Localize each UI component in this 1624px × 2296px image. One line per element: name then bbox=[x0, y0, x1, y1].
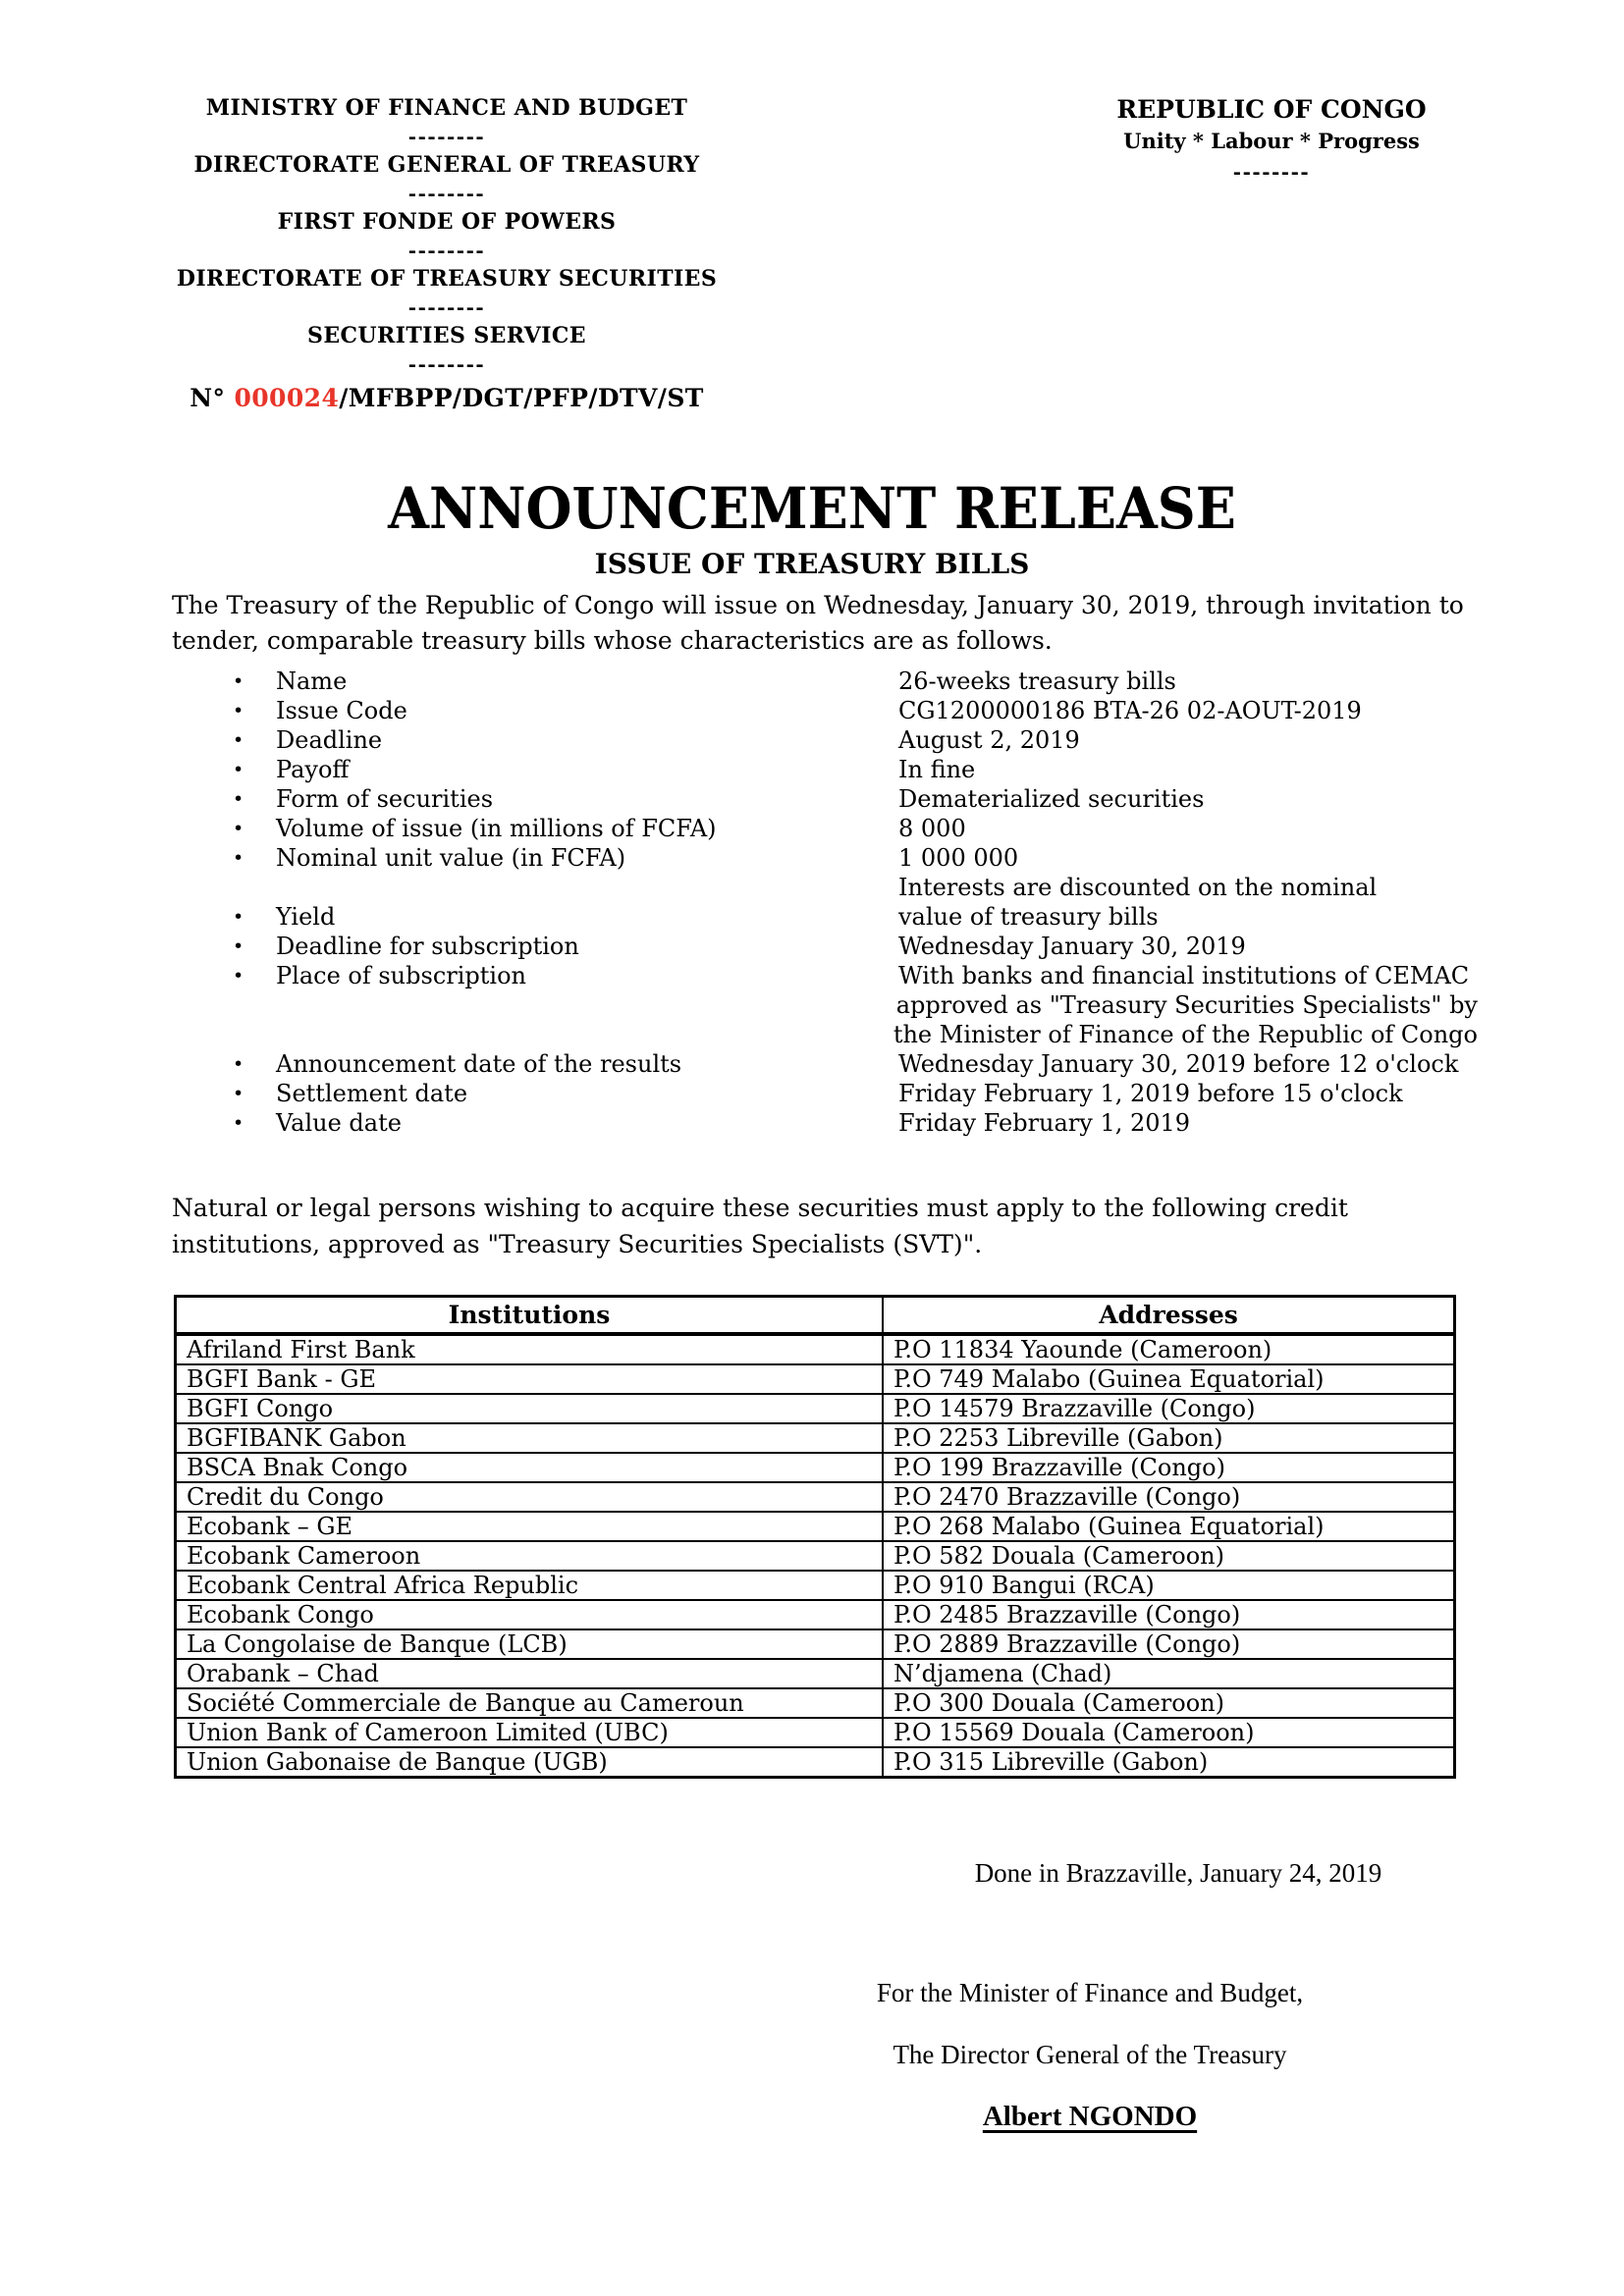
signature-name: Albert NGONDO bbox=[982, 2101, 1198, 2132]
intro-paragraph: The Treasury of the Republic of Congo will issue on Wednesday, January 30, 2019, through invitation to tender, comparable treasury bills whose characteristics are as follows. bbox=[172, 591, 1464, 655]
address-cell: P.O 14579 Brazzaville (Congo) bbox=[883, 1394, 1454, 1423]
table-row bbox=[176, 1364, 1455, 1394]
characteristic-value: CG1200000186 BTA-26 02-AOUT-2019 bbox=[898, 697, 1362, 724]
characteristic-label bbox=[276, 1020, 893, 1049]
institution-cell: BGFI Congo bbox=[176, 1394, 884, 1423]
letterhead-line: FIRST FONDE OF POWERS bbox=[277, 209, 617, 235]
address-cell: P.O 2485 Brazzaville (Congo) bbox=[883, 1600, 1454, 1629]
address-cell: N’djamena (Chad) bbox=[883, 1659, 1454, 1688]
table-row bbox=[176, 1747, 1455, 1778]
characteristic-row bbox=[172, 932, 1478, 961]
letterhead-line: MINISTRY OF FINANCE AND BUDGET bbox=[205, 95, 688, 121]
institution-cell: Ecobank – GE bbox=[176, 1512, 884, 1541]
characteristic-value: Dematerialized securities bbox=[898, 785, 1205, 813]
table-row bbox=[176, 1482, 1455, 1512]
table-row bbox=[176, 1718, 1455, 1747]
reference-prefix: N° bbox=[189, 384, 235, 412]
table-row bbox=[176, 1512, 1455, 1541]
divider-dashes: -------- bbox=[407, 182, 486, 205]
characteristic-row bbox=[172, 725, 1478, 755]
bullet-icon: • bbox=[233, 729, 244, 751]
characteristic-row bbox=[172, 784, 1478, 814]
characteristic-row bbox=[172, 667, 1478, 696]
characteristic-value: Wednesday January 30, 2019 bbox=[898, 933, 1246, 960]
table-row bbox=[176, 1334, 1455, 1364]
characteristic-row bbox=[172, 1079, 1478, 1108]
characteristic-row bbox=[172, 1049, 1478, 1079]
characteristic-value: value of treasury bills bbox=[898, 903, 1159, 931]
institution-cell: Credit du Congo bbox=[176, 1482, 884, 1512]
institution-cell: La Congolaise de Banque (LCB) bbox=[176, 1629, 884, 1659]
letterhead-left bbox=[155, 94, 738, 412]
address-cell: P.O 199 Brazzaville (Congo) bbox=[883, 1453, 1454, 1482]
address-cell: P.O 2470 Brazzaville (Congo) bbox=[883, 1482, 1454, 1512]
institution-cell: Société Commerciale de Banque au Cameroun bbox=[176, 1688, 884, 1718]
characteristic-label: Announcement date of the results bbox=[276, 1050, 682, 1078]
institution-cell: Ecobank Cameroon bbox=[176, 1541, 884, 1571]
reference-number: 000024 bbox=[234, 384, 340, 412]
reference-suffix: /MFBPP/DGT/PFP/DTV/ST bbox=[339, 384, 704, 412]
characteristic-label: Issue Code bbox=[276, 697, 407, 724]
address-cell: P.O 2253 Libreville (Gabon) bbox=[883, 1423, 1454, 1453]
address-cell: P.O 2889 Brazzaville (Congo) bbox=[883, 1629, 1454, 1659]
institutions-table bbox=[174, 1295, 1456, 1779]
table-row bbox=[176, 1453, 1455, 1482]
characteristic-row bbox=[172, 843, 1478, 873]
divider-dashes: -------- bbox=[1232, 160, 1311, 184]
characteristic-row bbox=[172, 902, 1478, 932]
characteristic-label: Yield bbox=[276, 903, 336, 931]
address-cell: P.O 300 Douala (Cameroon) bbox=[883, 1688, 1454, 1718]
letterhead-left-lines bbox=[155, 94, 738, 379]
address-cell: P.O 15569 Douala (Cameroon) bbox=[883, 1718, 1454, 1747]
table-header-row bbox=[176, 1297, 1455, 1334]
bullet-icon: • bbox=[233, 1083, 244, 1104]
address-cell: P.O 315 Libreville (Gabon) bbox=[883, 1747, 1454, 1778]
signature-name-wrap bbox=[795, 2101, 1384, 2133]
column-header-institutions: Institutions bbox=[176, 1297, 884, 1334]
institution-cell: BSCA Bnak Congo bbox=[176, 1453, 884, 1482]
characteristic-label: Form of securities bbox=[276, 785, 494, 813]
document-title: ANNOUNCEMENT RELEASE bbox=[388, 475, 1236, 542]
characteristic-label: Place of subscription bbox=[276, 962, 526, 989]
letterhead-line: SECURITIES SERVICE bbox=[307, 323, 586, 348]
characteristic-label bbox=[276, 873, 898, 902]
institution-cell: BGFIBANK Gabon bbox=[176, 1423, 884, 1453]
divider-dashes: -------- bbox=[407, 352, 486, 376]
characteristic-label: Payoff bbox=[276, 756, 350, 783]
characteristic-row bbox=[172, 961, 1478, 990]
characteristics-list bbox=[172, 667, 1478, 1138]
address-cell: P.O 268 Malabo (Guinea Equatorial) bbox=[883, 1512, 1454, 1541]
institution-cell: BGFI Bank - GE bbox=[176, 1364, 884, 1394]
bullet-icon: • bbox=[233, 788, 244, 810]
letterhead-line: DIRECTORATE OF TREASURY SECURITIES bbox=[176, 266, 718, 292]
table-row bbox=[176, 1688, 1455, 1718]
characteristic-row bbox=[172, 1108, 1478, 1138]
address-cell: P.O 910 Bangui (RCA) bbox=[883, 1571, 1454, 1600]
characteristic-value: Friday February 1, 2019 before 15 o'clock bbox=[898, 1080, 1403, 1107]
table-row bbox=[176, 1423, 1455, 1453]
bullet-icon: • bbox=[233, 935, 244, 957]
table-row bbox=[176, 1394, 1455, 1423]
national-motto: Unity * Labour * Progress bbox=[1123, 129, 1420, 153]
characteristic-label: Deadline bbox=[276, 726, 383, 754]
characteristic-value: 1 000 000 bbox=[898, 844, 1019, 872]
institution-cell: Ecobank Central Africa Republic bbox=[176, 1571, 884, 1600]
characteristic-label: Deadline for subscription bbox=[276, 933, 579, 960]
table-row bbox=[176, 1541, 1455, 1571]
characteristic-row bbox=[172, 873, 1478, 902]
institution-cell: Union Bank of Cameroon Limited (UBC) bbox=[176, 1718, 884, 1747]
signature-role-line1: For the Minister of Finance and Budget, bbox=[876, 1978, 1304, 2007]
bullet-icon: • bbox=[233, 1053, 244, 1075]
bullet-icon: • bbox=[233, 847, 244, 869]
bullet-icon: • bbox=[233, 965, 244, 987]
characteristic-label: Settlement date bbox=[276, 1080, 468, 1107]
institution-cell: Orabank – Chad bbox=[176, 1659, 884, 1688]
signature-role-line2: The Director General of the Treasury bbox=[893, 2040, 1287, 2069]
signature-block bbox=[795, 1978, 1384, 2133]
characteristic-value: Interests are discounted on the nominal bbox=[898, 874, 1378, 901]
divider-dashes: -------- bbox=[407, 239, 486, 262]
characteristic-value: With banks and financial institutions of CEMAC bbox=[898, 962, 1470, 989]
characteristic-label: Nominal unit value (in FCFA) bbox=[276, 844, 626, 872]
apply-note-paragraph: Natural or legal persons wishing to acquire these securities must apply to the following credit institutions, approved as "Treasury Securities Specialists (SVT)". bbox=[172, 1194, 1348, 1258]
table-row bbox=[176, 1600, 1455, 1629]
characteristic-value: Wednesday January 30, 2019 before 12 o'clock bbox=[898, 1050, 1459, 1078]
institution-cell: Ecobank Congo bbox=[176, 1600, 884, 1629]
characteristic-label bbox=[276, 990, 896, 1020]
institution-cell: Afriland First Bank bbox=[176, 1334, 884, 1364]
done-line: Done in Brazzaville, January 24, 2019 bbox=[974, 1858, 1382, 1888]
characteristic-value: approved as "Treasury Securities Specialists" by bbox=[895, 991, 1478, 1019]
characteristic-row bbox=[172, 814, 1478, 843]
divider-dashes: -------- bbox=[407, 295, 486, 319]
characteristic-value: August 2, 2019 bbox=[898, 726, 1080, 754]
address-cell: P.O 749 Malabo (Guinea Equatorial) bbox=[883, 1364, 1454, 1394]
characteristic-value: 26-weeks treasury bills bbox=[898, 667, 1176, 695]
letterhead-right bbox=[1075, 94, 1468, 187]
bullet-icon: • bbox=[233, 1112, 244, 1134]
bullet-icon: • bbox=[233, 670, 244, 692]
address-cell: P.O 11834 Yaounde (Cameroon) bbox=[883, 1334, 1454, 1364]
table-row bbox=[176, 1659, 1455, 1688]
characteristic-row bbox=[172, 1020, 1478, 1049]
characteristic-row bbox=[172, 755, 1478, 784]
bullet-icon: • bbox=[233, 759, 244, 780]
characteristic-row bbox=[172, 696, 1478, 725]
institution-cell: Union Gabonaise de Banque (UGB) bbox=[176, 1747, 884, 1778]
table-row bbox=[176, 1629, 1455, 1659]
characteristic-label: Volume of issue (in millions of FCFA) bbox=[276, 815, 717, 842]
country-name: REPUBLIC OF CONGO bbox=[1116, 95, 1427, 124]
characteristic-value: In fine bbox=[898, 756, 976, 783]
address-cell: P.O 582 Douala (Cameroon) bbox=[883, 1541, 1454, 1571]
characteristic-value: the Minister of Finance of the Republic of Congo bbox=[893, 1021, 1478, 1048]
bullet-icon: • bbox=[233, 700, 244, 721]
table-row bbox=[176, 1571, 1455, 1600]
characteristic-label: Value date bbox=[276, 1109, 402, 1137]
characteristic-value: 8 000 bbox=[898, 815, 966, 842]
letterhead-line: DIRECTORATE GENERAL OF TREASURY bbox=[193, 152, 700, 178]
bullet-icon: • bbox=[233, 906, 244, 928]
divider-dashes: -------- bbox=[407, 125, 486, 148]
reference-number-line bbox=[155, 384, 738, 412]
column-header-addresses: Addresses bbox=[883, 1297, 1454, 1334]
characteristic-value: Friday February 1, 2019 bbox=[898, 1109, 1191, 1137]
characteristic-row bbox=[172, 990, 1478, 1020]
document-subtitle: ISSUE OF TREASURY BILLS bbox=[594, 548, 1030, 580]
characteristic-label: Name bbox=[276, 667, 348, 695]
bullet-icon: • bbox=[233, 818, 244, 839]
